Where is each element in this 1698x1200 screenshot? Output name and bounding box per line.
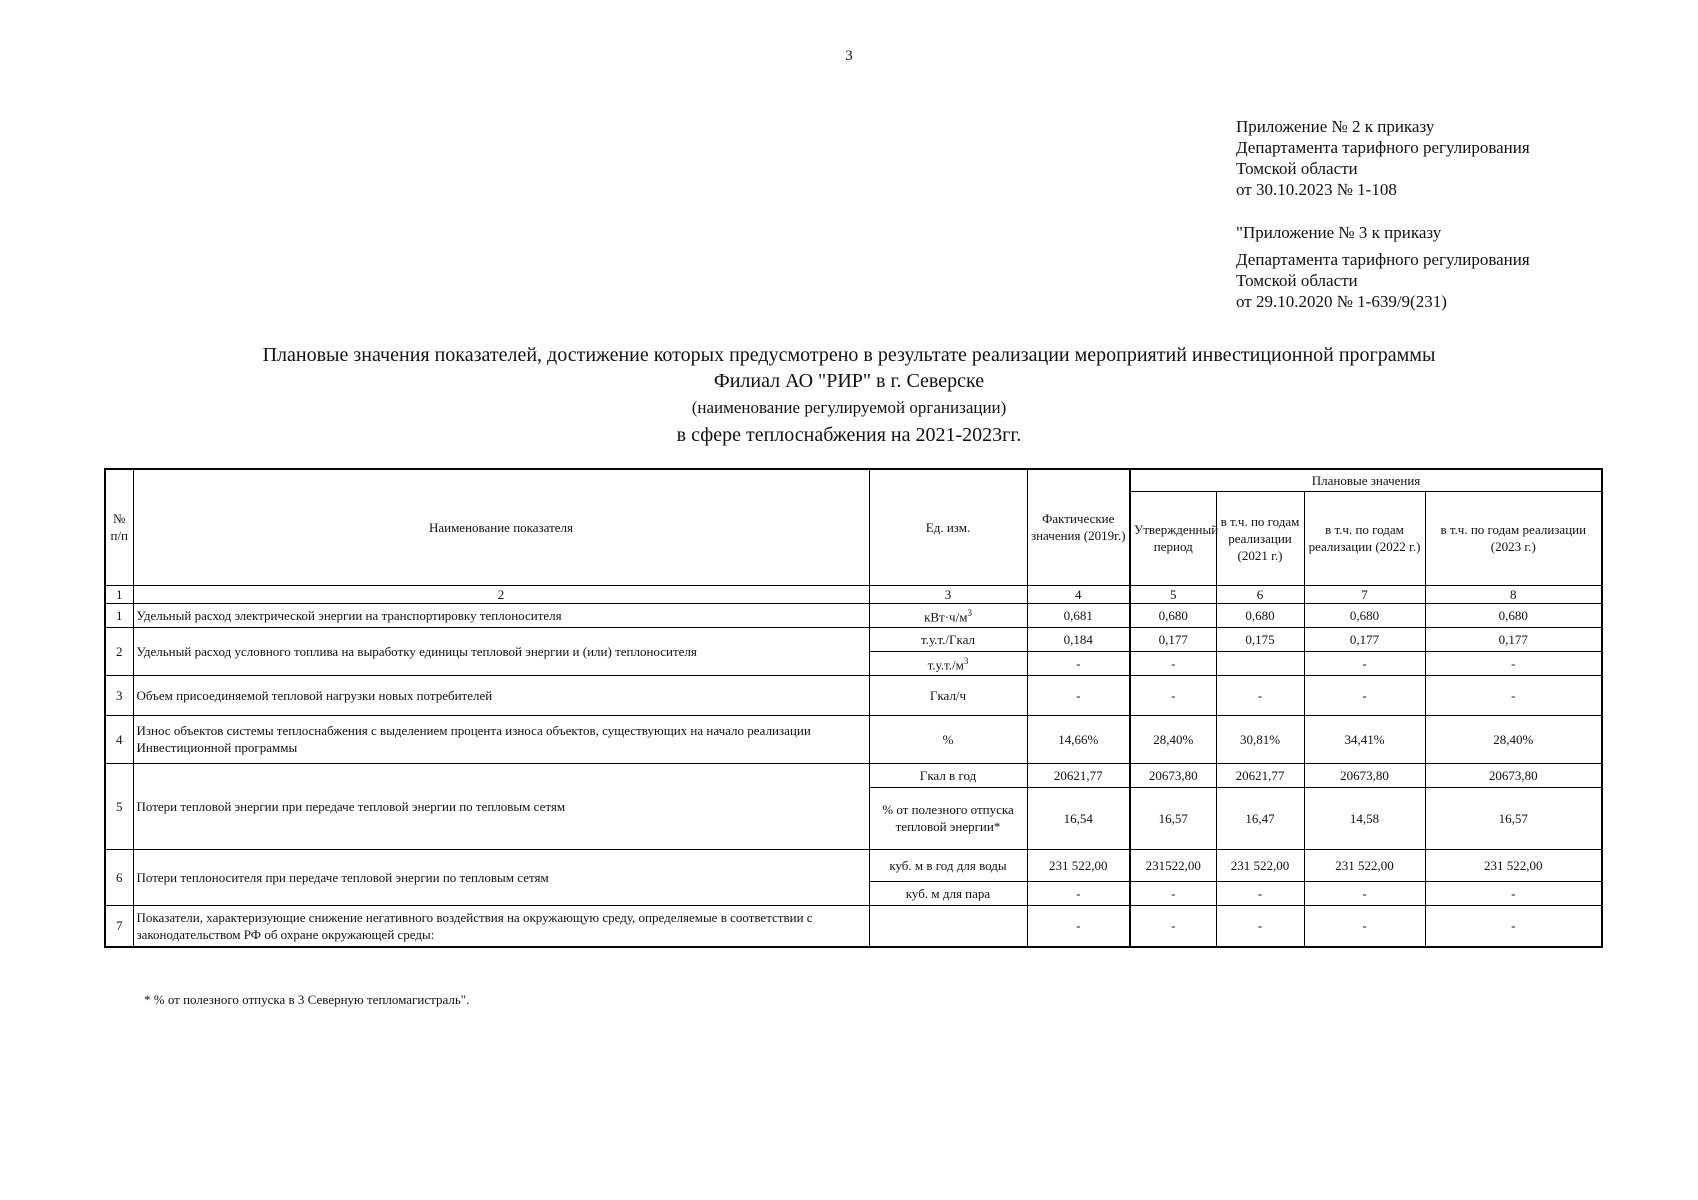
row-number: 1 — [105, 603, 133, 627]
footnote: * % от полезного отпуска в 3 Северную тепломагистраль". — [144, 992, 470, 1007]
appendix-line: Департамента тарифного регулирования — [1236, 250, 1530, 269]
appendix-line: "Приложение № 3 к приказу — [1236, 223, 1442, 242]
value-cell: 20621,77 — [1216, 763, 1304, 787]
row-number: 5 — [105, 763, 133, 849]
organization-name: Филиал АО "РИР" в г. Северске — [713, 370, 985, 392]
value-cell: 28,40% — [1130, 715, 1216, 763]
value-cell: 30,81% — [1216, 715, 1304, 763]
column-number: 1 — [105, 585, 133, 603]
table-row — [105, 675, 1602, 715]
value-cell: 231 522,00 — [1425, 849, 1602, 881]
header-planned: Плановые значения — [1130, 469, 1602, 491]
value-cell: 20673,80 — [1130, 763, 1216, 787]
indicator-name: Показатели, характеризующие снижение негативного воздействия на окружающую среду, определяемые в соответствии с законодательством РФ об охране окружающей среды: — [133, 905, 869, 947]
header-2022: в т.ч. по годам реализации (2022 г.) — [1304, 491, 1425, 585]
value-cell: - — [1027, 905, 1130, 947]
unit-cell: т.у.т./Гкал — [869, 627, 1027, 651]
unit-cell: % — [869, 715, 1027, 763]
value-cell: 14,58 — [1304, 787, 1425, 849]
value-cell: - — [1027, 881, 1130, 905]
column-number: 3 — [869, 585, 1027, 603]
header-actual: Фактические значения (2019г.) — [1027, 469, 1130, 585]
value-cell: 20673,80 — [1304, 763, 1425, 787]
value-cell: 0,175 — [1216, 627, 1304, 651]
value-cell: 20673,80 — [1425, 763, 1602, 787]
indicators-table — [104, 468, 1603, 948]
appendix-line: Томской области — [1236, 159, 1358, 178]
value-cell: - — [1027, 651, 1130, 675]
value-cell: 231522,00 — [1130, 849, 1216, 881]
unit-superscript: 3 — [967, 607, 972, 618]
appendix-note-original — [1236, 222, 1676, 312]
value-cell: 0,680 — [1130, 603, 1216, 627]
value-cell: - — [1304, 675, 1425, 715]
appendix-note-current — [1236, 116, 1676, 200]
value-cell: - — [1425, 675, 1602, 715]
value-cell: - — [1130, 881, 1216, 905]
table-row — [105, 849, 1602, 881]
value-cell: 231 522,00 — [1027, 849, 1130, 881]
unit-cell — [869, 603, 1027, 627]
header-row — [105, 469, 1602, 491]
indicator-name: Потери тепловой энергии при передаче тепловой энергии по тепловым сетям — [133, 763, 869, 849]
header-2021: в т.ч. по годам реализации (2021 г.) — [1216, 491, 1304, 585]
unit-cell: % от полезного отпуска тепловой энергии* — [869, 787, 1027, 849]
page-number: 3 — [845, 48, 853, 64]
value-cell: 0,177 — [1130, 627, 1216, 651]
appendix-line: Приложение № 2 к приказу — [1236, 117, 1435, 136]
value-cell: 0,680 — [1216, 603, 1304, 627]
appendix-line: от 29.10.2020 № 1-639/9(231) — [1236, 292, 1447, 311]
header-2023: в т.ч. по годам реализации (2023 г.) — [1425, 491, 1602, 585]
value-cell: 20621,77 — [1027, 763, 1130, 787]
row-number: 2 — [105, 627, 133, 675]
column-number-row — [105, 585, 1602, 603]
unit-cell: куб. м в год для воды — [869, 849, 1027, 881]
value-cell: 0,680 — [1304, 603, 1425, 627]
value-cell: 16,57 — [1130, 787, 1216, 849]
column-number: 5 — [1130, 585, 1216, 603]
unit-text: кВт·ч/м — [924, 609, 968, 625]
value-cell: 231 522,00 — [1304, 849, 1425, 881]
indicator-name: Износ объектов системы теплоснабжения с выделением процента износа объектов, существующих на начало реализации Инвестиционной программы — [133, 715, 869, 763]
appendix-line: Томской области — [1236, 271, 1358, 290]
unit-superscript: 3 — [963, 655, 969, 666]
value-cell: - — [1425, 905, 1602, 947]
value-cell: - — [1425, 651, 1602, 675]
scope-period: в сфере теплоснабжения на 2021-2023гг. — [676, 424, 1022, 446]
value-cell: 0,177 — [1425, 627, 1602, 651]
value-cell: - — [1130, 651, 1216, 675]
value-cell: 0,681 — [1027, 603, 1130, 627]
row-number: 3 — [105, 675, 133, 715]
column-number: 4 — [1027, 585, 1130, 603]
row-number: 7 — [105, 905, 133, 947]
column-number: 6 — [1216, 585, 1304, 603]
indicator-name: Потери теплоносителя при передаче тепловой энергии по тепловым сетям — [133, 849, 869, 905]
value-cell: - — [1130, 905, 1216, 947]
unit-cell — [869, 651, 1027, 675]
document-title: Плановые значения показателей, достижение которых предусмотрено в результате реализации мероприятий инвестиционной программы — [262, 344, 1436, 366]
value-cell: 231 522,00 — [1216, 849, 1304, 881]
table-row — [105, 715, 1602, 763]
table-row — [105, 627, 1602, 651]
value-cell: - — [1130, 675, 1216, 715]
row-number: 6 — [105, 849, 133, 905]
value-cell: - — [1304, 651, 1425, 675]
table-row — [105, 905, 1602, 947]
header-name: Наименование показателя — [133, 469, 869, 585]
header-num: № п/п — [105, 469, 133, 585]
value-cell: 0,177 — [1304, 627, 1425, 651]
unit-cell — [869, 905, 1027, 947]
value-cell: - — [1216, 881, 1304, 905]
unit-text: т.у.т./м — [927, 657, 964, 673]
value-cell: 16,47 — [1216, 787, 1304, 849]
value-cell: 14,66% — [1027, 715, 1130, 763]
row-number: 4 — [105, 715, 133, 763]
value-cell: 0,184 — [1027, 627, 1130, 651]
value-cell: - — [1425, 881, 1602, 905]
header-unit: Ед. изм. — [869, 469, 1027, 585]
unit-cell: куб. м для пара — [869, 881, 1027, 905]
organization-caption: (наименование регулируемой организации) — [691, 398, 1007, 417]
value-cell: - — [1216, 675, 1304, 715]
value-cell: 16,57 — [1425, 787, 1602, 849]
column-number: 2 — [133, 585, 869, 603]
column-number: 7 — [1304, 585, 1425, 603]
table-row — [105, 763, 1602, 787]
header-approved: Утвержденный период — [1130, 491, 1216, 585]
value-cell: 28,40% — [1425, 715, 1602, 763]
table-row — [105, 603, 1602, 627]
appendix-line: Департамента тарифного регулирования — [1236, 138, 1530, 157]
indicator-name: Объем присоединяемой тепловой нагрузки новых потребителей — [133, 675, 869, 715]
value-cell: 16,54 — [1027, 787, 1130, 849]
value-cell: 34,41% — [1304, 715, 1425, 763]
appendix-line: от 30.10.2023 № 1-108 — [1236, 180, 1397, 199]
unit-cell: Гкал в год — [869, 763, 1027, 787]
value-cell: - — [1304, 881, 1425, 905]
unit-cell: Гкал/ч — [869, 675, 1027, 715]
indicator-name: Удельный расход электрической энергии на транспортировку теплоносителя — [133, 603, 869, 627]
indicator-name: Удельный расход условного топлива на выработку единицы тепловой энергии и (или) теплоносителя — [133, 627, 869, 675]
value-cell — [1216, 651, 1304, 675]
value-cell: 0,680 — [1425, 603, 1602, 627]
column-number: 8 — [1425, 585, 1602, 603]
value-cell: - — [1304, 905, 1425, 947]
value-cell: - — [1027, 675, 1130, 715]
value-cell: - — [1216, 905, 1304, 947]
